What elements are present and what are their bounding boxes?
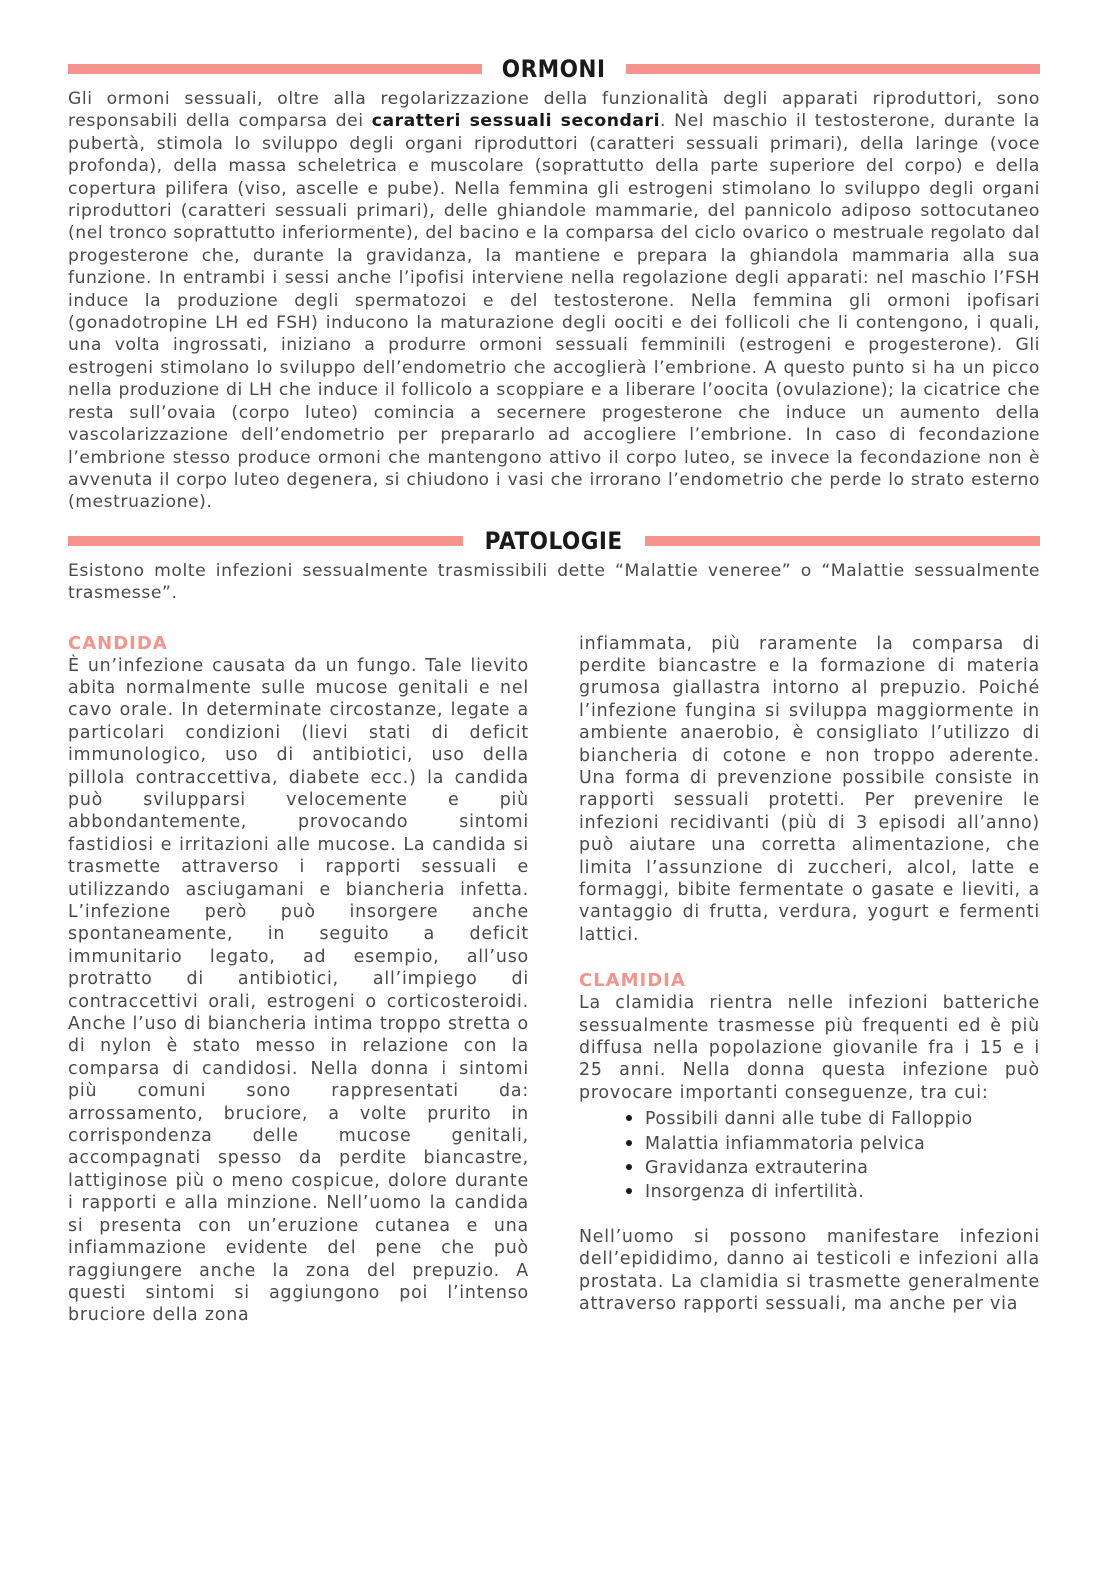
document-page bbox=[68, 52, 1040, 1327]
patologie-intro: Esistono molte infezioni sessualmente trasmissibili dette “Malattie veneree” o “Malattie sessualmente trasmesse”. bbox=[68, 560, 1040, 604]
clamidia-bullet-list bbox=[579, 1106, 1040, 1204]
subheading-candida: CANDIDA bbox=[68, 632, 168, 654]
candida-paragraph-left: È un’infezione causata da un fungo. Tale lievito abita normalmente sulle mucose genitali e nel cavo orale. In determinate circostanze, legate a particolari condizioni (lievi stati di deficit immunologico, uso di antibiotici, uso della pillola contraccettiva, diabete ecc.) la candida può svilupparsi velocemente e più abbondantemente, provocando sintomi fastidiosi e irritazioni alle mucose. La candida si trasmette attraverso i rapporti sessuali e utilizzando asciugamani e biancheria infetta. L’infezione però può insorgere anche spontaneamente, in seguito a deficit immunitario legato, ad esempio, all’uso protratto di antibiotici, all’impiego di contraccettivi orali, estrogeni o corticosteroidi. Anche l’uso di biancheria intima troppo stretta o di nylon è stato messo in relazione con la comparsa di candidosi. Nella donna i sintomi più comuni sono rappresentati da: arrossamento, bruciore, a volte prurito in corrispondenza delle mucose genitali, accompagnati spesso da perdite biancastre, lattiginose più o meno cospicue, dolore durante i rapporti e alla minzione. Nell’uomo la candida si presenta con un’eruzione cutanea e una infiammazione evidente del pene che può raggiungere anche la zona del prepuzio. A questi sintomi si aggiungono poi l’intenso bruciore della zona bbox=[68, 655, 529, 1326]
clamidia-paragraph: Nell’uomo si possono manifestare infezioni dell’epididimo, danno ai testicoli e infezioni alla prostata. La clamidia si trasmette generalmente attraverso rapporti sessuali, ma anche per via bbox=[579, 1226, 1040, 1315]
ormoni-bold-term: caratteri sessuali secondari bbox=[371, 111, 661, 132]
header-bar-right bbox=[645, 536, 1040, 546]
ormoni-text-end: . Nel maschio il testosterone, durante la pubertà, stimola lo sviluppo degli organi riproduttori (caratteri sessuali primari), della laringe (voce profonda), della massa scheletrica e muscolare (soprattutto della parte superiore del corpo) e della copertura pilifera (viso, ascelle e pube). Nella femmina gli estrogeni stimolano lo sviluppo degli organi riproduttori (caratteri sessuali primari), delle ghiandole mammarie, del pannicolo adiposo sottocutaneo (nel tronco soprattutto inferiormente), del bacino e la comparsa del ciclo ovarico o mestruale regolato dal progesterone che, durante la gravidanza, la mantiene e prepara la ghiandola mammaria alla sua funzione. In entrambi i sessi anche l’ipofisi interviene nella regolazione degli apparati: nel maschio l’FSH induce la produzione degli spermatozoi e del testosterone. Nella femmina gli ormoni ipofisari (gonadotropine LH ed FSH) inducono la maturazione degli oociti e dei follicoli che li contengono, i quali, una volta ingrossati, iniziano a produrre ormoni sessuali femminili (estrogeni e progesterone). Gli estrogeni stimolano lo sviluppo dell’endometrio che accoglierà l’embrione. A questo punto si ha un picco nella produzione di LH che induce il follicolo a scoppiare e a liberare l’oocita (ovulazione); la cicatrice che resta sull’ovaia (corpo luteo) comincia a secernere progesterone che induce un aumento della vascolarizzazione dell’endometrio per prepararlo ad accogliere l’embrione. In caso di fecondazione l’embrione stesso produce ormoni che mantengono attivo il corpo luteo, se invece la fecondazione non è avvenuta il corpo luteo degenera, si chiudono i vasi che irrorano l’endometrio che perde lo strato esterno (mestruazione). bbox=[68, 111, 1040, 513]
header-bar-left bbox=[68, 536, 463, 546]
two-column-body bbox=[68, 633, 1040, 1327]
section-title-ormoni: ORMONI bbox=[502, 55, 606, 83]
patologie-header bbox=[68, 524, 1040, 558]
ormoni-text-start: Gli ormoni sessuali, oltre alla regolarizzazione della funzionalità degli apparati riproduttori, sono responsabili della comparsa dei bbox=[68, 89, 1040, 132]
spacer bbox=[579, 946, 1040, 970]
clamidia-intro: La clamidia rientra nelle infezioni batteriche sessualmente trasmesse più frequenti ed è più diffusa nella popolazione giovanile fra i 15 e i 25 anni. Nella donna questa infezione può provocare importanti conseguenze, tra cui: bbox=[579, 993, 1040, 1103]
candida-paragraph-right: infiammata, più raramente la comparsa di perdite biancastre e la formazione di materia grumosa giallastra intorno al prepuzio. Poiché l’infezione fungina si sviluppa maggiormente in ambiente anaerobio, è consigliato l’utilizzo di biancheria di cotone e non troppo aderente. Una forma di prevenzione possibile consiste in rapporti sessuali protetti. Per prevenire le infezioni recidivanti (più di 3 episodi all’anno) può aiutare una corretta alimentazione, che limita l’assunzione di zuccheri, alcol, latte e formaggi, bibite fermentate o gasate e lieviti, a vantaggio di frutta, verdura, yogurt e fermenti lattici. bbox=[579, 633, 1040, 945]
list-item: • Insorgenza di infertilità. bbox=[645, 1179, 1040, 1203]
left-column bbox=[68, 633, 529, 1327]
ormoni-paragraph bbox=[68, 88, 1040, 514]
list-item: • Possibili danni alle tube di Falloppio bbox=[645, 1106, 1040, 1130]
header-bar-right bbox=[626, 64, 1040, 74]
list-item: • Malattia infiammatoria pelvica bbox=[645, 1131, 1040, 1155]
list-item: • Gravidanza extrauterina bbox=[645, 1155, 1040, 1179]
header-bar-left bbox=[68, 64, 482, 74]
section-title-patologie: PATOLOGIE bbox=[485, 526, 623, 555]
right-column bbox=[579, 633, 1040, 1327]
ormoni-header bbox=[68, 52, 1040, 86]
subheading-clamidia: CLAMIDIA bbox=[579, 970, 686, 992]
